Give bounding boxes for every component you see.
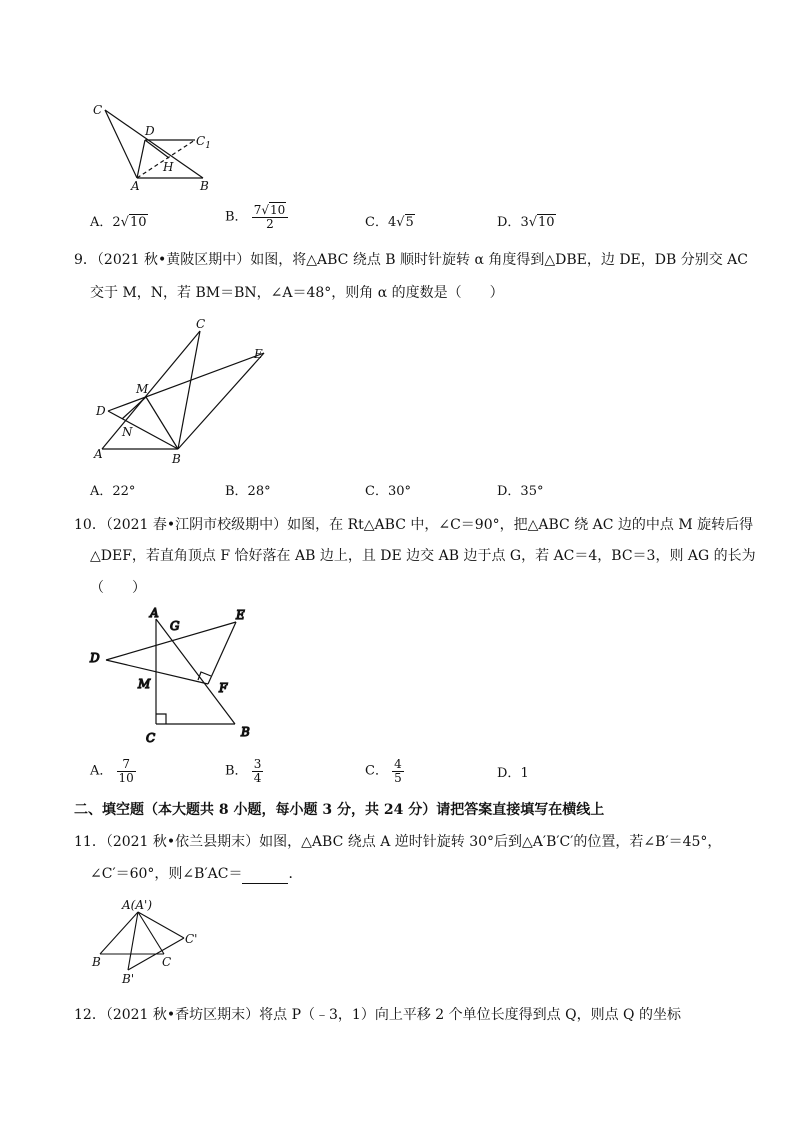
q9-line-mn: [122, 397, 146, 419]
q11-label-c: C: [162, 955, 172, 969]
q10-label-m: M: [138, 677, 151, 691]
q10-label-d: D: [90, 651, 100, 665]
q8-label-c1: $C_1$: [196, 134, 211, 151]
section-2-heading: 二、填空题（本大题共 8 小题，每小题 3 分，共 24 分）请把答案直接填写在横线上: [74, 802, 605, 818]
q11-label-c1: C': [185, 932, 198, 946]
q10-label-g: G: [170, 619, 180, 633]
q11-line-ac1: [138, 912, 184, 938]
q8-label-a: A: [131, 179, 140, 193]
q8-figure: [85, 100, 225, 195]
q9-line-mb: [146, 397, 178, 449]
q9-option-b[interactable]: B．28°: [225, 484, 271, 499]
q10-label-f: F: [219, 681, 228, 695]
q11-label-b1: B': [122, 972, 135, 986]
q11-stem-line2: ∠C′＝60°，则∠B′AC＝ ．: [90, 866, 303, 882]
q10-option-c[interactable]: C． $\frac{4}{5}$: [365, 757, 402, 785]
q11-line-ac: [138, 912, 164, 954]
q9-line-ca: [102, 331, 200, 449]
q10-stem-line1: 10．（2021 春•江阴市校级期中）如图，在 Rt△ABC 中，∠C＝90°，把△ABC 绕 AC 边的中点 M 旋转后得: [74, 517, 754, 533]
q8-line-da: [137, 140, 145, 178]
q9-line-de: [108, 353, 264, 411]
q11-answer-blank[interactable]: [242, 869, 288, 884]
q8-option-a[interactable]: A．2√10: [90, 215, 147, 230]
q9-stem-line2: 交于 M，N，若 BM＝BN，∠A＝48°，则角 α 的度数是（ ）: [90, 285, 504, 301]
q11-label-a: A(A'): [122, 898, 152, 912]
q8-option-c[interactable]: C．4√5: [365, 215, 414, 230]
q8-option-b[interactable]: B． $\frac{7√10}{2}$: [225, 204, 288, 231]
q11-stem-line1: 11．（2021 秋•依兰县期末）如图，△ABC 绕点 A 逆时针旋转 30°后到△A′B′C′的位置，若∠B′＝45°，: [74, 834, 722, 850]
q9-stem-line1: 9．（2021 秋•黄陂区期中）如图，将△ABC 绕点 B 顺时针旋转 α 角度得到△DBE，边 DE，DB 分别交 AC: [74, 252, 749, 268]
q9-label-c: C: [196, 317, 206, 331]
q9-label-e: E: [254, 347, 263, 361]
q12-stem-line1: 12．（2021 秋•香坊区期末）将点 P（﹣3，1）向上平移 2 个单位长度得到点 Q，则点 Q 的坐标: [74, 1007, 681, 1023]
q10-option-b[interactable]: B． $\frac{3}{4}$: [225, 757, 262, 785]
q8-line-ca: [105, 110, 137, 178]
q10-option-d[interactable]: D．1: [497, 766, 529, 781]
q8-line-dh: [145, 140, 169, 158]
q10-line-ab: [156, 619, 235, 724]
q10-stem-line3: （ ）: [90, 580, 146, 596]
q10-line-df: [106, 660, 208, 684]
q10-figure: [88, 604, 263, 749]
q10-label-c: C: [146, 731, 156, 745]
q10-right-angle-f: [198, 672, 211, 680]
q9-option-d[interactable]: D．35°: [497, 484, 544, 499]
q10-line-ef: [208, 622, 236, 684]
q9-label-a: A: [94, 447, 103, 461]
q10-label-e: E: [236, 608, 245, 622]
q9-label-m: M: [136, 382, 149, 396]
q9-figure: [88, 315, 278, 470]
q8-option-d[interactable]: D．3√10: [497, 215, 555, 230]
q8-label-b: B: [200, 179, 209, 193]
q8-line-cb: [105, 110, 203, 178]
q11-figure: [88, 896, 208, 988]
q8-label-d: D: [145, 124, 155, 138]
q9-line-eb: [178, 353, 264, 449]
q8-label-h: H: [163, 160, 174, 174]
q9-label-n: N: [122, 425, 133, 439]
q9-line-cb: [178, 331, 200, 449]
q10-option-a[interactable]: A． $\frac{7}{10}$: [90, 757, 134, 785]
q9-label-d: D: [96, 404, 106, 418]
q10-label-b: B: [241, 725, 250, 739]
q10-right-angle-c: [156, 714, 166, 724]
q9-label-b: B: [172, 452, 181, 466]
q9-option-a[interactable]: A．22°: [90, 484, 136, 499]
q9-option-c[interactable]: C．30°: [365, 484, 411, 499]
q10-label-a: A: [150, 606, 159, 620]
q10-stem-line2: △DEF，若直角顶点 F 恰好落在 AB 边上，且 DE 边交 AB 边于点 G，若 AC＝4，BC＝3，则 AG 的长为: [90, 548, 756, 564]
q8-label-c: C: [93, 103, 103, 117]
q11-label-b: B: [92, 955, 101, 969]
